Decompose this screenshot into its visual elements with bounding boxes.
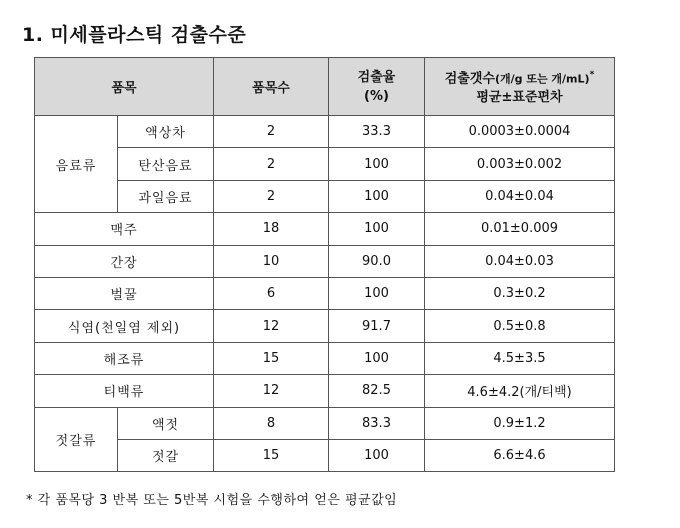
header-rate-line2: (%) (364, 88, 389, 104)
header-rate (329, 58, 425, 116)
detection-table (34, 57, 615, 472)
detection-value: 0.003±0.002 (425, 148, 615, 180)
item-count: 12 (214, 310, 329, 342)
footnote: * 각 품목당 3 반복 또는 5반복 시험을 수행하여 얻은 평균값임 (26, 493, 398, 508)
header-detection (425, 58, 615, 116)
detection-value: 0.04±0.04 (425, 180, 615, 212)
table-header-row (35, 58, 615, 116)
detection-value: 0.0003±0.0004 (425, 116, 615, 148)
item-count: 2 (214, 148, 329, 180)
detection-value: 0.9±1.2 (425, 407, 615, 439)
subitem-name: 과일음료 (118, 180, 214, 212)
detection-value: 4.6±4.2(개/티백) (425, 375, 615, 407)
header-rate-line1: 검출율 (357, 69, 396, 85)
detection-rate: 100 (329, 342, 425, 374)
table-row (35, 375, 615, 407)
header-item: 품목 (35, 58, 214, 116)
table-row (35, 213, 615, 245)
table-row (35, 180, 615, 212)
item-name: 해조류 (35, 342, 214, 374)
page-title: 1. 미세플라스틱 검출수준 (22, 24, 247, 46)
detection-rate: 100 (329, 180, 425, 212)
table-row (35, 439, 615, 471)
detection-value: 0.5±0.8 (425, 310, 615, 342)
table-row (35, 277, 615, 309)
table-row (35, 310, 615, 342)
subitem-name: 탄산음료 (118, 148, 214, 180)
header-count: 품목수 (214, 58, 329, 116)
detection-rate: 100 (329, 439, 425, 471)
detection-rate: 100 (329, 277, 425, 309)
detection-value: 4.5±3.5 (425, 342, 615, 374)
header-detection-line1 (425, 66, 614, 88)
item-count: 2 (214, 180, 329, 212)
item-name: 티백류 (35, 375, 214, 407)
item-name: 벌꿀 (35, 277, 214, 309)
item-count: 8 (214, 407, 329, 439)
header-detection-footnote-mark: * (589, 69, 595, 80)
table-row (35, 407, 615, 439)
header-detection-label: 검출갯수 (444, 71, 495, 87)
detection-rate: 91.7 (329, 310, 425, 342)
table-row (35, 148, 615, 180)
item-count: 15 (214, 342, 329, 374)
group-name-salted-seafood: 젓갈류 (35, 407, 118, 472)
detection-rate: 100 (329, 213, 425, 245)
detection-rate: 33.3 (329, 116, 425, 148)
header-detection-unit: (개/g 또는 개/mL) (494, 72, 590, 86)
subitem-name: 액상차 (118, 116, 214, 148)
subitem-name: 액젓 (118, 407, 214, 439)
table-row (35, 116, 615, 148)
item-count: 2 (214, 116, 329, 148)
detection-value: 0.01±0.009 (425, 213, 615, 245)
detection-value: 0.3±0.2 (425, 277, 615, 309)
item-name: 간장 (35, 245, 214, 277)
detection-rate: 90.0 (329, 245, 425, 277)
item-count: 15 (214, 439, 329, 471)
group-name-beverages: 음료류 (35, 116, 118, 213)
header-detection-line2: 평균±표준편차 (476, 90, 563, 106)
item-name: 맥주 (35, 213, 214, 245)
detection-value: 0.04±0.03 (425, 245, 615, 277)
item-count: 10 (214, 245, 329, 277)
detection-rate: 100 (329, 148, 425, 180)
table-row (35, 342, 615, 374)
item-count: 6 (214, 277, 329, 309)
detection-rate: 82.5 (329, 375, 425, 407)
item-count: 12 (214, 375, 329, 407)
item-count: 18 (214, 213, 329, 245)
detection-rate: 83.3 (329, 407, 425, 439)
table-row (35, 245, 615, 277)
detection-value: 6.6±4.6 (425, 439, 615, 471)
item-name: 식염(천일염 제외) (35, 310, 214, 342)
subitem-name: 젓갈 (118, 439, 214, 471)
